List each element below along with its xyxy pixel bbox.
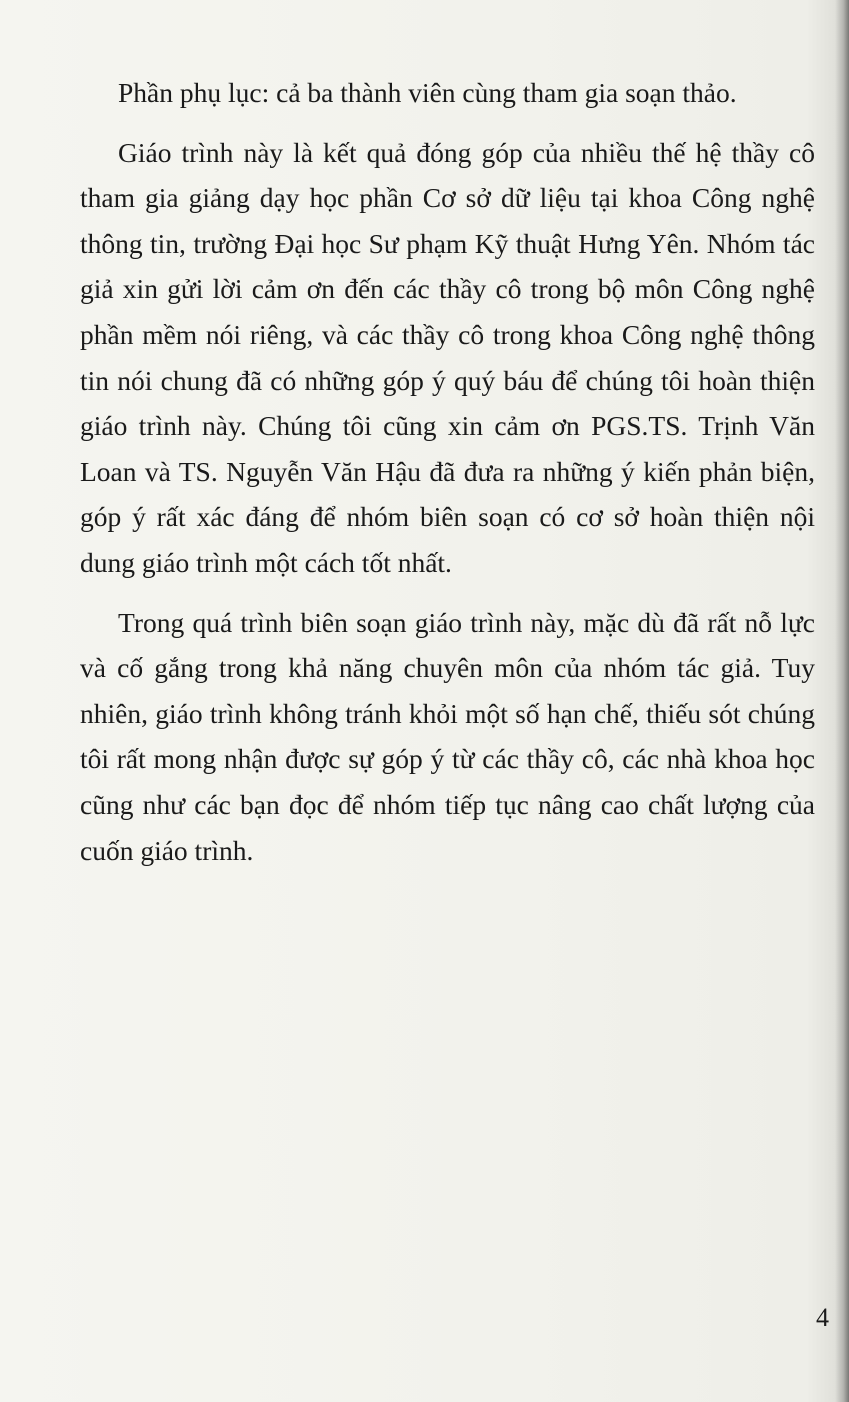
paragraph-acknowledgements: Giáo trình này là kết quả đóng góp của nhiều thế hệ thầy cô tham gia giảng dạy học phần Cơ sở dữ liệu tại khoa Công nghệ thông tin, trường Đại học Sư phạm Kỹ thuật Hưng Yên. Nhóm tác giả xin gửi lời cảm ơn đến các thầy cô trong bộ môn Công nghệ phần mềm nói riêng, và các thầy cô trong khoa Công nghệ thông tin nói chung đã có những góp ý quý báu để chúng tôi hoàn thiện giáo trình này. Chúng tôi cũng xin cảm ơn PGS.TS. Trịnh Văn Loan và TS. Nguyễn Văn Hậu đã đưa ra những ý kiến phản biện, góp ý rất xác đáng để nhóm biên soạn có cơ sở hoàn thiện nội dung giáo trình một cách tốt nhất.: [80, 136, 815, 578]
page-edge-shadow: [835, 0, 849, 1402]
paragraph-feedback-request: Trong quá trình biên soạn giáo trình này, mặc dù đã rất nỗ lực và cố gắng trong khả năng chuyên môn của nhóm tác giả. Tuy nhiên, giáo trình không tránh khỏi một số hạn chế, thiếu sót chúng tôi rất mong nhận được sự góp ý từ các thầy cô, các nhà khoa học cũng như các bạn đọc để nhóm tiếp tục nâng cao chất lượng của cuốn giáo trình.: [80, 606, 815, 866]
page-number: 4: [816, 1303, 829, 1332]
body-text: [80, 70, 815, 873]
paragraph-appendix: Phần phụ lục: cả ba thành viên cùng tham gia soạn thảo.: [118, 77, 737, 108]
